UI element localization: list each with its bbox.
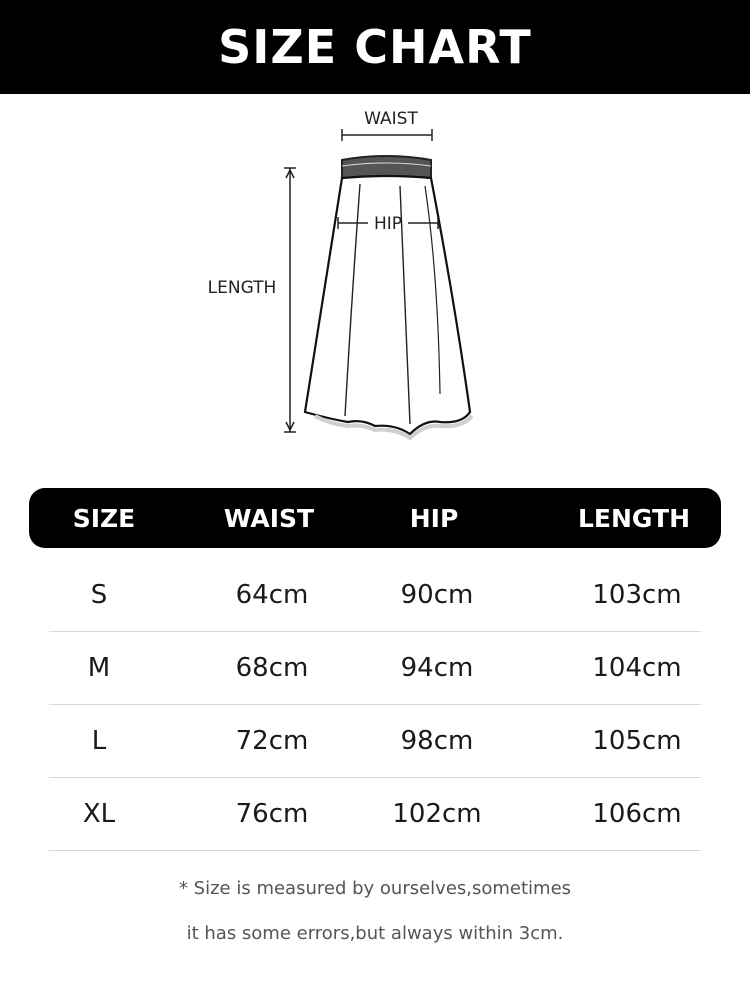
size-note-line-1: * Size is measured by ourselves,sometimes [178, 878, 572, 899]
waist-label: WAIST [364, 109, 418, 129]
table-row [49, 559, 701, 632]
length-arrow-icon [284, 168, 296, 432]
table-row [49, 632, 701, 705]
cell-size: L [91, 726, 107, 756]
cell-hip: 90cm [400, 580, 474, 610]
cell-length: 106cm [592, 799, 682, 829]
cell-length: 104cm [592, 653, 682, 683]
header-length: LENGTH [578, 504, 690, 533]
cell-size: XL [82, 799, 116, 829]
skirt-illustration [0, 94, 750, 474]
hip-label: HIP [373, 214, 403, 234]
cell-waist: 76cm [235, 799, 309, 829]
cell-hip: 94cm [400, 653, 474, 683]
title-bar [0, 0, 750, 94]
skirt-icon [305, 156, 472, 438]
waist-arrow-icon [342, 129, 432, 141]
table-row [49, 778, 701, 851]
size-table [49, 559, 701, 851]
header-hip: HIP [409, 504, 459, 533]
cell-size: M [87, 653, 111, 683]
cell-size: S [90, 580, 108, 610]
cell-waist: 72cm [235, 726, 309, 756]
table-row [49, 705, 701, 778]
size-note-line-2: it has some errors,but always within 3cm. [186, 923, 564, 944]
page-title: SIZE CHART [218, 20, 532, 74]
header-size: SIZE [72, 504, 136, 533]
cell-length: 103cm [592, 580, 682, 610]
cell-waist: 68cm [235, 653, 309, 683]
cell-hip: 102cm [392, 799, 482, 829]
cell-waist: 64cm [235, 580, 309, 610]
cell-length: 105cm [592, 726, 682, 756]
cell-hip: 98cm [400, 726, 474, 756]
length-label: LENGTH [207, 278, 277, 298]
table-header [29, 488, 721, 548]
skirt-diagram [0, 94, 750, 474]
header-waist: WAIST [223, 504, 315, 533]
